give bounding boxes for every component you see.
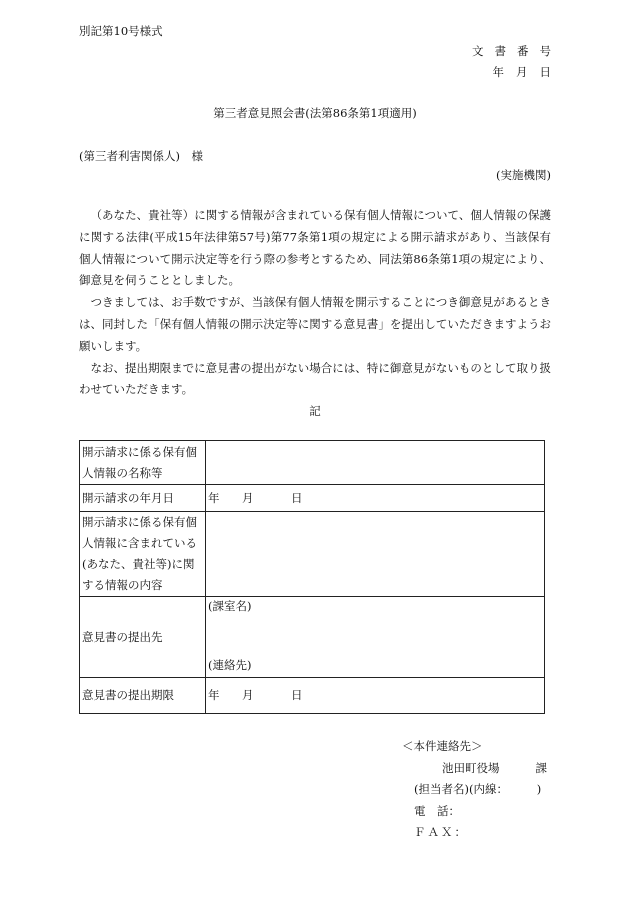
date-line: 年月日 bbox=[492, 65, 563, 79]
ki-heading: 記 bbox=[309, 404, 321, 418]
table-value-info-content[interactable] bbox=[206, 512, 545, 597]
table-row bbox=[80, 512, 545, 597]
table-value-info-name[interactable] bbox=[206, 441, 545, 485]
department-label: (課室名) bbox=[208, 599, 252, 613]
form-number: 別記第10号様式 bbox=[79, 24, 163, 38]
body-paragraph-1: （あなた、貴社等）に関する情報が含まれている保有個人情報について、個人情報の保護に関する法律(平成15年法律第57号)第77条第1項の規定による開示請求があり、当該保有個人情報について開示決定等を行う際の参考とするため、同法第86条第1項の規定により、御意見を伺うこととしました。 bbox=[79, 208, 551, 288]
table-value-submission-deadline[interactable] bbox=[206, 678, 545, 714]
table-label-info-name: 開示請求に係る保有個人情報の名称等 bbox=[80, 441, 206, 485]
table-row bbox=[80, 485, 545, 512]
contact-heading: ＜本件連絡先＞ bbox=[402, 739, 483, 753]
contact-office: 池田町役場 bbox=[442, 760, 500, 775]
table-row bbox=[80, 441, 545, 485]
details-table bbox=[79, 440, 545, 714]
body-paragraph-3: なお、提出期限までに意見書の提出がない場合には、特に御意見がないものとして取り扱わせていただきます。 bbox=[79, 360, 551, 397]
request-year-label: 年 bbox=[208, 490, 220, 505]
request-month-label: 月 bbox=[242, 490, 254, 505]
deadline-month-label: 月 bbox=[242, 688, 254, 702]
request-day-label: 日 bbox=[291, 490, 303, 505]
deadline-day-label: 日 bbox=[291, 688, 303, 702]
table-value-submission-destination[interactable] bbox=[206, 597, 545, 678]
addressee: (第三者利害関係人) 様 bbox=[79, 149, 203, 163]
table-label-submission-deadline: 意見書の提出期限 bbox=[80, 678, 206, 714]
table-row bbox=[80, 597, 545, 678]
table-label-submission-destination: 意見書の提出先 bbox=[80, 597, 206, 678]
contact-phone: 電 話： bbox=[414, 803, 460, 818]
contact-person: (担当者名)(内線： ) bbox=[414, 782, 542, 796]
table-label-info-content: 開示請求に係る保有個人情報に含まれている(あなた、貴社等)に関する情報の内容 bbox=[80, 512, 206, 597]
contact-label: (連絡先) bbox=[208, 658, 252, 672]
table-label-request-date: 開示請求の年月日 bbox=[80, 485, 206, 512]
body-text bbox=[79, 205, 551, 401]
contact-office-line bbox=[442, 758, 562, 780]
table-row bbox=[80, 678, 545, 714]
deadline-year-label: 年 bbox=[208, 688, 220, 702]
contact-fax: ＦＡＸ： bbox=[414, 825, 468, 839]
table-value-request-date[interactable] bbox=[206, 485, 545, 512]
contact-section-suffix: 課 bbox=[535, 760, 547, 775]
body-paragraph-2: つきましては、お手数ですが、当該保有個人情報を開示することにつき御意見があるときは、同封した「保有個人情報の開示決定等に関する意見書」を提出していただきますようお願いします。 bbox=[79, 295, 551, 353]
contact-block bbox=[402, 736, 562, 844]
document-title: 第三者意見照会書(法第86条第1項適用) bbox=[213, 106, 417, 120]
document-number-label: 文書番号 bbox=[472, 44, 562, 58]
issuing-agency: (実施機関) bbox=[496, 168, 551, 182]
